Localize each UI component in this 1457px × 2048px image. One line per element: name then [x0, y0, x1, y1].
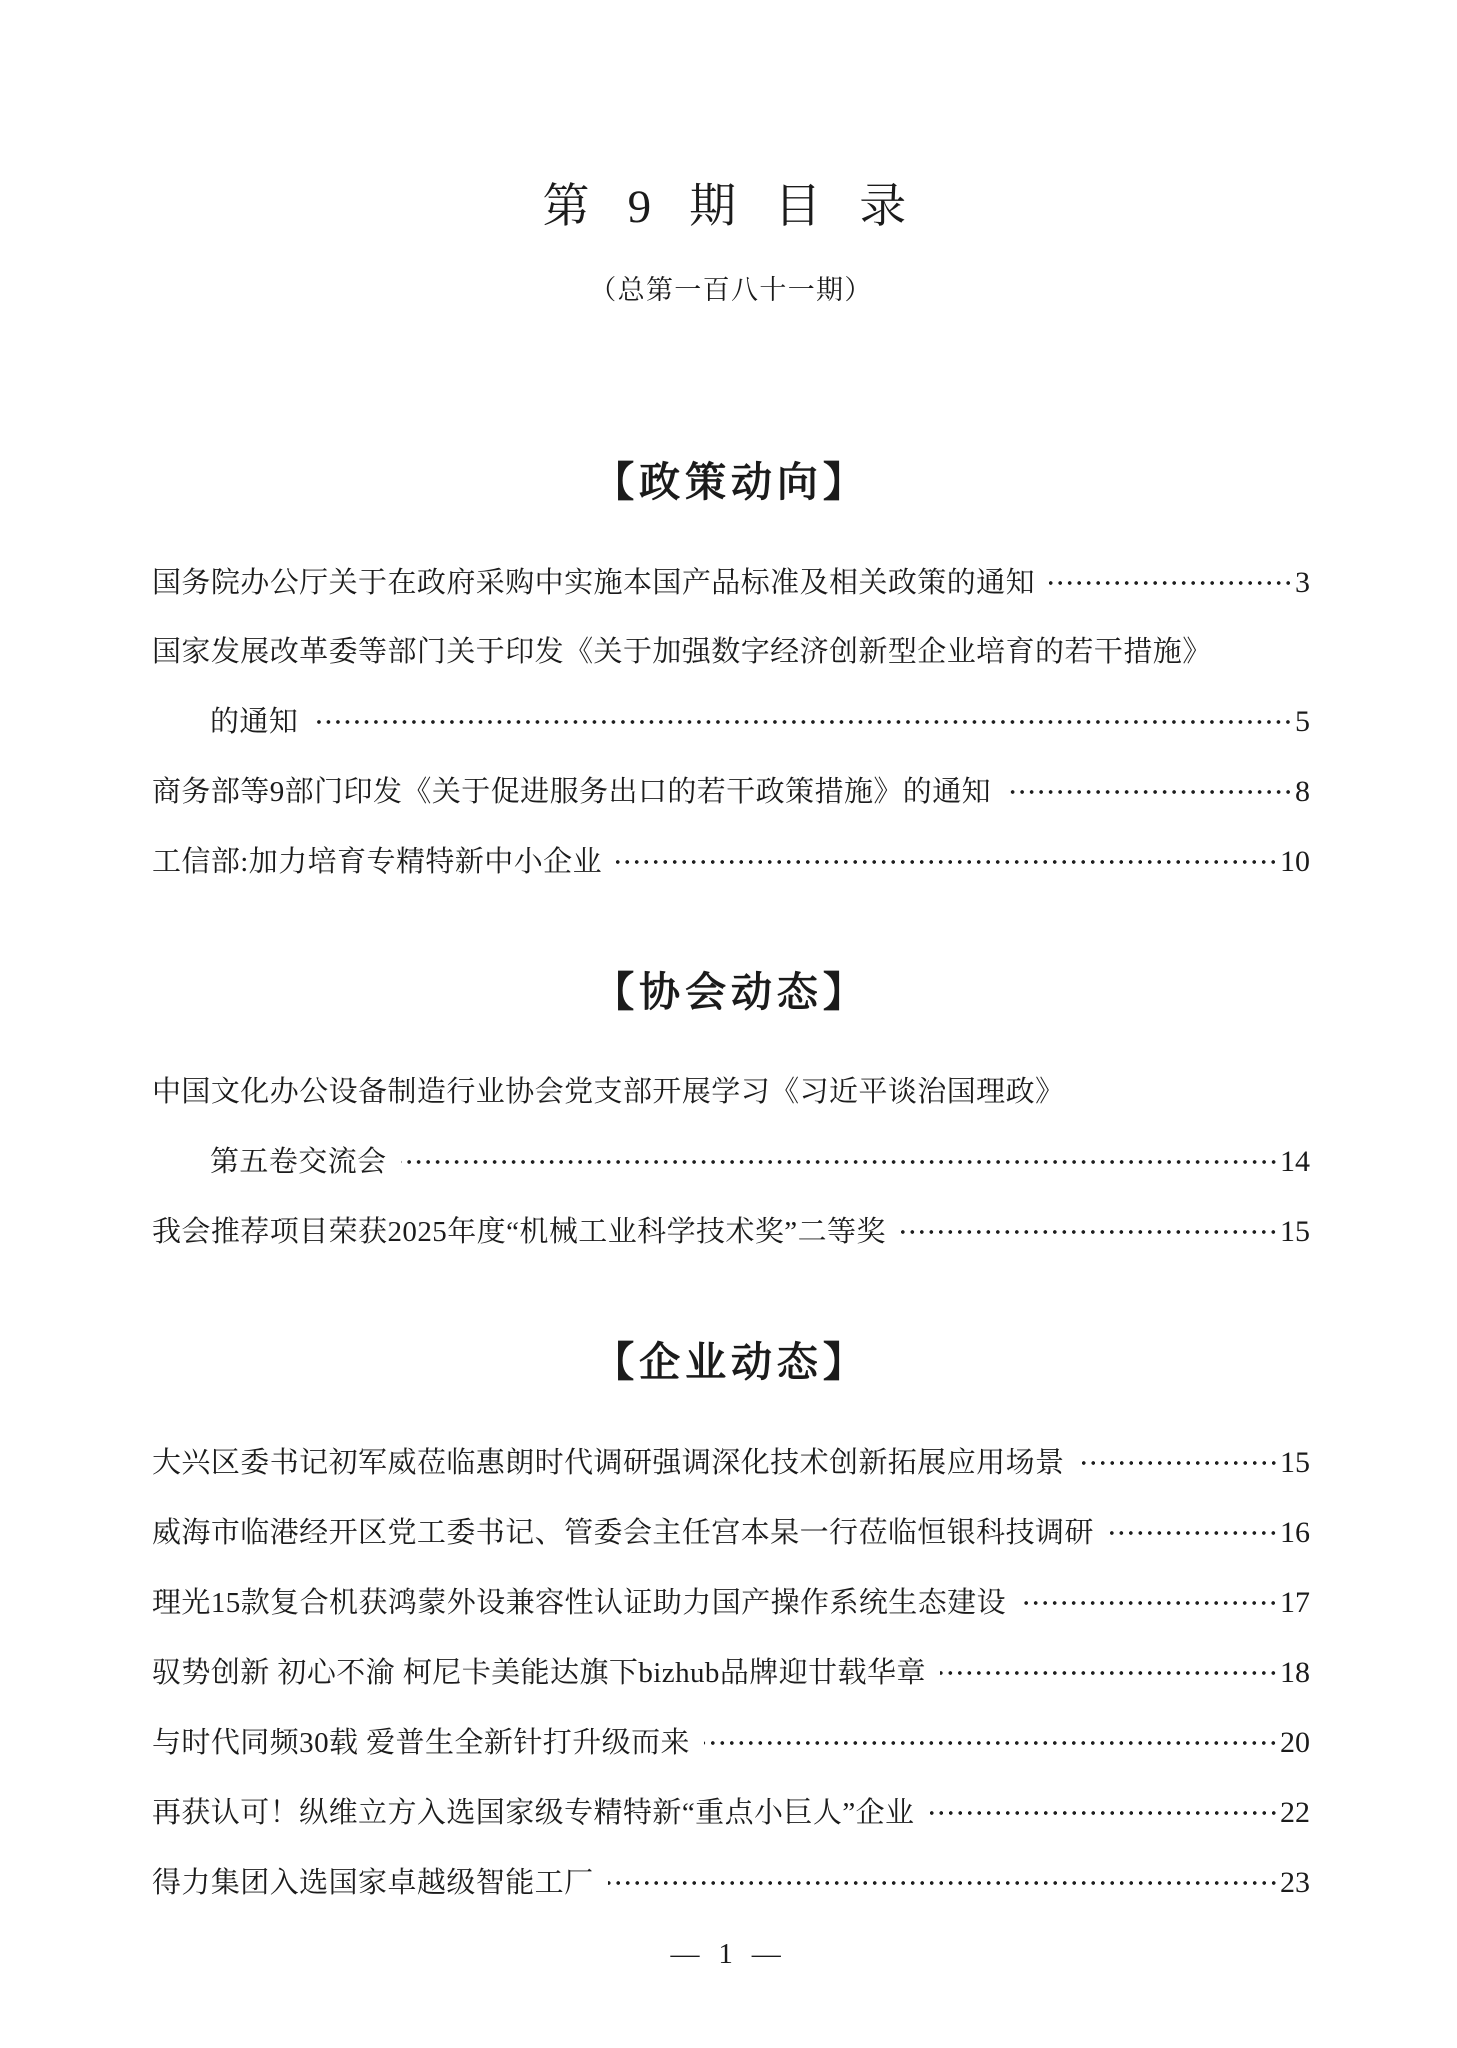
- toc-entry-title: 国务院办公厅关于在政府采购中实施本国产品标准及相关政策的通知: [152, 566, 1036, 599]
- toc-page-number: 5: [1295, 704, 1310, 738]
- toc-page-number: 14: [1280, 1144, 1310, 1178]
- toc-entry-title: 威海市临港经开区党工委书记、管委会主任宫本杲一行莅临恒银科技调研: [152, 1517, 1094, 1550]
- section-header: 【企业动态】: [593, 1338, 869, 1385]
- toc-page-number: 15: [1280, 1446, 1310, 1480]
- toc-entry: [152, 1848, 1310, 1918]
- toc-entry: [152, 1778, 1310, 1848]
- toc-entry: [152, 548, 1310, 618]
- toc-section: [152, 1339, 1310, 1918]
- toc-entry: [152, 1638, 1310, 1708]
- toc-entry: [152, 757, 1310, 827]
- toc-entry-title: 工信部:加力培育专精特新中小企业: [152, 845, 603, 878]
- toc-entry-title: 第五卷交流会: [210, 1145, 387, 1178]
- section-header: 【协会动态】: [593, 968, 869, 1015]
- toc-page-number: 8: [1295, 774, 1310, 808]
- dot-leader: [1079, 1428, 1279, 1498]
- dot-leader: [401, 1127, 1278, 1197]
- toc-entry: [152, 687, 1310, 757]
- toc-page-number: 16: [1280, 1516, 1310, 1550]
- toc-entry-title: 驭势创新 初心不渝 柯尼卡美能达旗下bizhub品牌迎廿载华章: [152, 1657, 926, 1690]
- toc-page-number: 3: [1295, 565, 1310, 599]
- dot-leader: [704, 1708, 1278, 1778]
- toc-page-number: 15: [1280, 1214, 1310, 1248]
- toc-entry-title: 理光15款复合机获鸿蒙外设兼容性认证助力国产操作系统生态建设: [152, 1587, 1007, 1620]
- toc-entry: [152, 1568, 1310, 1638]
- toc-entry: [152, 1708, 1310, 1778]
- toc-entry: [152, 618, 1310, 687]
- dot-leader: [900, 1197, 1278, 1267]
- footer-page-number: — 1 —: [670, 1938, 787, 1970]
- toc-entry-title: 得力集团入选国家卓越级智能工厂: [152, 1867, 594, 1900]
- toc-entry-title: 大兴区委书记初军威莅临惠朗时代调研强调深化技术创新拓展应用场景: [152, 1447, 1065, 1480]
- dot-leader: [608, 1848, 1278, 1918]
- toc-sections: [152, 459, 1310, 1918]
- toc-entry-title: 中国文化办公设备制造行业协会党支部开展学习《习近平谈治国理政》: [152, 1075, 1065, 1108]
- dot-leader: [940, 1638, 1278, 1708]
- dot-leader: [1020, 1568, 1278, 1638]
- section-entries: [152, 1428, 1310, 1918]
- toc-entry-title: 与时代同频30载 爱普生全新针打升级而来: [152, 1727, 690, 1760]
- toc-entry-title: 商务部等9部门印发《关于促进服务出口的若干政策措施》的通知: [152, 775, 992, 808]
- page-subtitle: （总第一百八十一期）: [589, 274, 873, 305]
- toc-page-number: 22: [1280, 1796, 1310, 1830]
- toc-page-number: 17: [1280, 1586, 1310, 1620]
- toc-section: [152, 459, 1310, 897]
- toc-entry: [152, 1498, 1310, 1568]
- toc-entry-title: 国家发展改革委等部门关于印发《关于加强数字经济创新型企业培育的若干措施》: [152, 635, 1212, 668]
- toc-entry: [152, 827, 1310, 897]
- dot-leader: [1005, 757, 1293, 827]
- toc-page-number: 23: [1280, 1866, 1310, 1900]
- toc-entry: [152, 1127, 1310, 1197]
- dot-leader: [1049, 548, 1293, 618]
- toc-page-number: 10: [1280, 844, 1310, 878]
- toc-entry: [152, 1197, 1310, 1267]
- dot-leader: [1108, 1498, 1278, 1568]
- section-header: 【政策动向】: [593, 458, 869, 505]
- toc-entry-title: 我会推荐项目荣获2025年度“机械工业科学技术奖”二等奖: [152, 1215, 886, 1248]
- section-entries: [152, 548, 1310, 897]
- section-entries: [152, 1058, 1310, 1267]
- toc-entry: [152, 1058, 1310, 1127]
- dot-leader: [929, 1778, 1279, 1848]
- toc-section: [152, 969, 1310, 1267]
- dot-leader: [312, 687, 1293, 757]
- toc-entry-title: 再获认可！纵维立方入选国家级专精特新“重点小巨人”企业: [152, 1797, 915, 1830]
- toc-entry: [152, 1428, 1310, 1498]
- dot-leader: [616, 827, 1278, 897]
- toc-page-number: 18: [1280, 1656, 1310, 1690]
- page-title: 第 9 期 目 录: [542, 181, 920, 233]
- toc-entry-title: 的通知: [210, 705, 299, 738]
- toc-page-number: 20: [1280, 1726, 1310, 1760]
